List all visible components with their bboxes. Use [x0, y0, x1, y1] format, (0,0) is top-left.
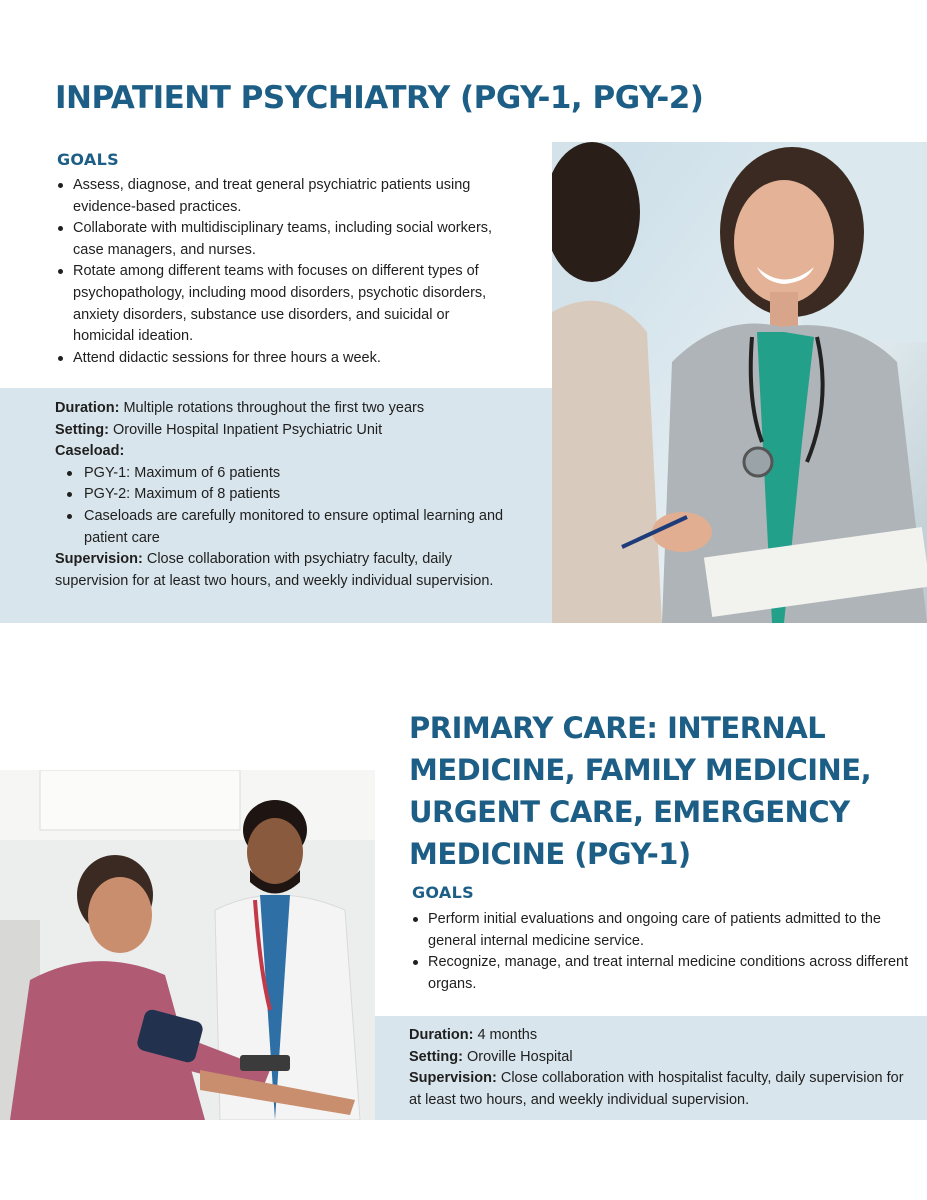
- section1-title: INPATIENT PSYCHIATRY (PGY-1, PGY-2): [55, 80, 704, 116]
- setting-label: Setting:: [55, 421, 109, 438]
- supervision-label: Supervision:: [409, 1070, 497, 1087]
- duration-line: [55, 398, 520, 420]
- duration-label: Duration:: [55, 400, 120, 416]
- supervision-value: Close collaboration with hospitalist faculty, daily supervision for at least two hours, and weekly individual supervision.: [409, 1070, 904, 1108]
- setting-value: Oroville Hospital Inpatient Psychiatric Unit: [113, 421, 383, 438]
- duration-line: [409, 1025, 909, 1047]
- psychiatrist-consultation-photo: [552, 142, 927, 623]
- caseload-item: Caseloads are carefully monitored to ensure optimal learning and patient care: [55, 506, 520, 549]
- supervision-label: Supervision:: [55, 551, 143, 568]
- setting-line: [409, 1047, 909, 1069]
- section1-goals-heading: GOALS: [57, 150, 119, 169]
- duration-value: 4 months: [477, 1027, 538, 1043]
- goal-item: Recognize, manage, and treat internal medicine conditions across different organs.: [410, 952, 920, 995]
- section2-title: PRIMARY CARE: INTERNAL MEDICINE, FAMILY MEDICINE, URGENT CARE, EMERGENCY MEDICINE (PGY-1): [409, 711, 872, 871]
- supervision-line: [55, 549, 520, 592]
- section1-goals-list: [55, 175, 495, 369]
- caseload-line: [55, 441, 520, 463]
- section2-goals-heading: GOALS: [412, 883, 474, 902]
- caseload-item: PGY-2: Maximum of 8 patients: [55, 484, 520, 506]
- goal-item: Perform initial evaluations and ongoing care of patients admitted to the general internal medicine service.: [410, 909, 920, 952]
- supervision-line: [409, 1068, 909, 1111]
- caseload-label: Caseload:: [55, 443, 125, 460]
- goal-item: Assess, diagnose, and treat general psychiatric patients using evidence-based practices.: [55, 175, 495, 218]
- duration-label: Duration:: [409, 1027, 474, 1043]
- duration-value: Multiple rotations throughout the first two years: [123, 400, 425, 416]
- section2-goals-list: [410, 909, 920, 995]
- blood-pressure-exam-photo: [0, 770, 375, 1120]
- goal-item: Attend didactic sessions for three hours a week.: [55, 348, 495, 370]
- section1-details: [55, 398, 520, 592]
- goal-item: Rotate among different teams with focuses on different types of psychopathology, including mood disorders, psychotic disorders, anxiety disorders, substance use disorders, and suicidal or homicidal ideation.: [55, 261, 495, 347]
- setting-line: [55, 420, 520, 442]
- section2-details: [409, 1025, 909, 1111]
- supervision-value: Close collaboration with psychiatry faculty, daily supervision for at least two hours, and weekly individual supervision.: [55, 551, 494, 589]
- caseload-item: PGY-1: Maximum of 6 patients: [55, 463, 520, 485]
- setting-label: Setting:: [409, 1048, 463, 1065]
- goal-item: Collaborate with multidisciplinary teams, including social workers, case managers, and nurses.: [55, 218, 495, 261]
- setting-value: Oroville Hospital: [467, 1048, 573, 1065]
- caseload-list: [55, 463, 520, 549]
